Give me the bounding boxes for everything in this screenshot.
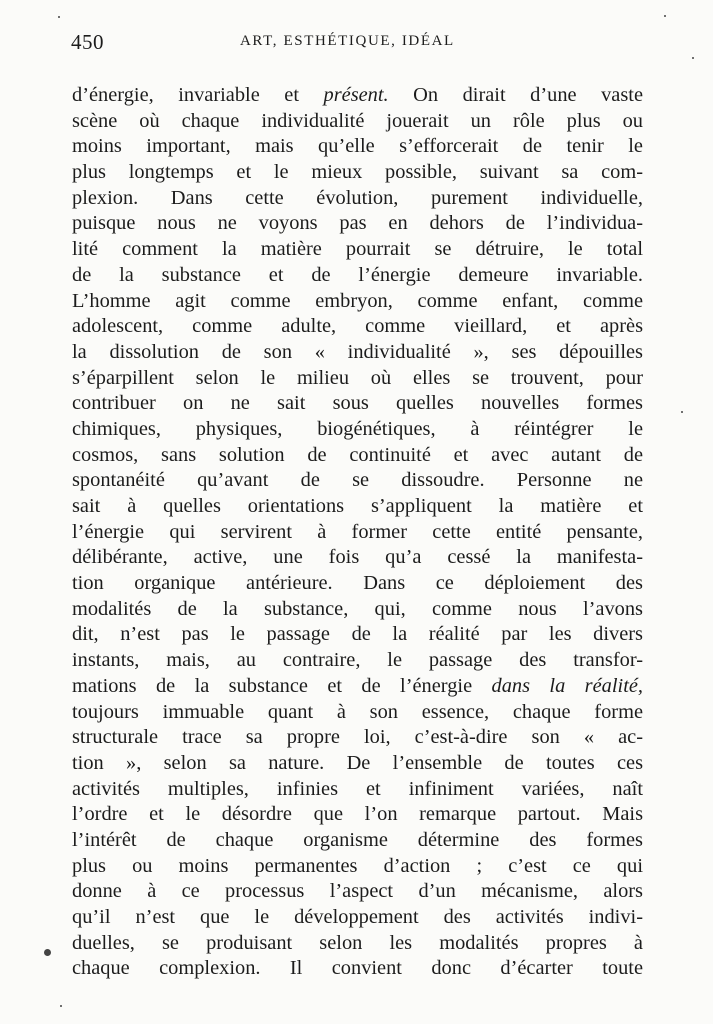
- text-segment: puisque nous ne voyons pas en dehors de l’individua-: [72, 212, 643, 235]
- text-segment: dit, n’est pas le passage de la réalité par les divers: [72, 623, 643, 646]
- text-segment: adolescent, comme adulte, comme vieillard, et après: [72, 315, 643, 338]
- text-segment: tion », selon sa nature. De l’ensemble de toutes ces: [72, 751, 643, 774]
- text-line: [72, 366, 643, 392]
- text-line: [72, 289, 643, 315]
- italic-segment: présent.: [323, 84, 389, 106]
- text-segment: d’énergie, invariable et: [72, 84, 324, 106]
- text-segment: spontanéité qu’avant de se dissoudre. Personne ne: [72, 469, 643, 492]
- text-line: [72, 905, 643, 931]
- text-line: [72, 622, 643, 648]
- text-segment: plus longtemps et le mieux possible, suivant sa com-: [72, 161, 643, 184]
- scan-speck: [60, 1005, 62, 1007]
- text-segment: sait à quelles orientations s’appliquent la matière et: [72, 495, 643, 517]
- text-segment: chimiques, physiques, biogénétiques, à réintégrer le: [72, 417, 643, 440]
- text-line: [72, 494, 643, 520]
- text-segment: l’intérêt de chaque organisme détermine des formes: [72, 828, 643, 851]
- text-line: [72, 648, 643, 674]
- text-segment: cosmos, sans solution de continuité et avec autant de: [72, 443, 643, 466]
- text-segment: modalités de la substance, qui, comme nous l’avons: [72, 597, 643, 620]
- text-line: [72, 340, 643, 366]
- text-line: [72, 443, 643, 469]
- text-line: [72, 674, 643, 700]
- text-segment: plexion. Dans cette évolution, purement individuelle,: [72, 186, 643, 209]
- text-line: [72, 237, 643, 263]
- text-line: [72, 520, 643, 546]
- scan-speck: [58, 16, 60, 18]
- text-line: [72, 879, 643, 905]
- text-line: [72, 931, 643, 957]
- text-line: [72, 545, 643, 571]
- text-segment: On dirait d’une vaste: [388, 84, 643, 106]
- scan-speck: [664, 15, 666, 17]
- text-line: [72, 468, 643, 494]
- text-segment: mations de la substance et de l’énergie: [72, 674, 492, 697]
- scan-speck: [681, 411, 683, 413]
- text-segment: délibérante, active, une fois qu’a cessé la manifesta-: [72, 546, 643, 569]
- text-segment: instants, mais, au contraire, le passage des transfor-: [72, 649, 643, 672]
- text-line: [72, 725, 643, 751]
- scan-speck: [692, 57, 694, 59]
- text-line: [72, 109, 643, 135]
- text-line: [72, 956, 643, 982]
- text-line: [72, 391, 643, 417]
- text-segment: lité comment la matière pourrait se détruire, le total: [72, 238, 643, 261]
- text-line: [72, 263, 643, 289]
- text-segment: qu’il n’est que le développement des activités indivi-: [72, 906, 643, 928]
- text-segment: structurale trace sa propre loi, c’est-à-dire son « ac-: [72, 726, 643, 749]
- text-segment: L’homme agit comme embryon, comme enfant, comme: [72, 289, 643, 312]
- text-line: [72, 571, 643, 597]
- text-line: [72, 700, 643, 726]
- text-line: [72, 134, 643, 160]
- text-segment: tion organique antérieure. Dans ce déploiement des: [72, 572, 643, 595]
- page-number: 450: [71, 30, 104, 54]
- text-line: [72, 186, 643, 212]
- body-paragraph: [72, 83, 643, 982]
- text-segment: duelles, se produisant selon les modalités propres à: [72, 931, 643, 954]
- text-segment: toujours immuable quant à son essence, chaque forme: [72, 700, 643, 723]
- text-line: [72, 417, 643, 443]
- text-segment: scène où chaque individualité jouerait un rôle plus ou: [72, 109, 643, 132]
- text-line: [72, 751, 643, 777]
- text-segment: contribuer on ne sait sous quelles nouvelles formes: [72, 392, 643, 415]
- text-segment: chaque complexion. Il convient donc d’écarter toute: [72, 957, 643, 980]
- text-segment: donne à ce processus l’aspect d’un mécanisme, alors: [72, 880, 643, 903]
- text-line: [72, 802, 643, 828]
- text-line: [72, 777, 643, 803]
- text-segment: l’énergie qui servirent à former cette entité pensante,: [72, 520, 643, 543]
- text-segment: moins important, mais qu’elle s’efforcerait de tenir le: [72, 135, 643, 158]
- text-segment: l’ordre et le désordre que l’on remarque partout. Mais: [72, 803, 643, 826]
- text-line: [72, 211, 643, 237]
- scan-speck: [44, 949, 51, 956]
- text-line: [72, 83, 643, 109]
- text-segment: plus ou moins permanentes d’action ; c’est ce qui: [72, 854, 643, 877]
- text-line: [72, 854, 643, 880]
- text-line: [72, 597, 643, 623]
- text-segment: activités multiples, infinies et infiniment variées, naît: [72, 777, 643, 800]
- running-head: ART, ESTHÉTIQUE, IDÉAL: [240, 33, 455, 49]
- text-segment: de la substance et de l’énergie demeure invariable.: [72, 263, 643, 286]
- text-line: [72, 828, 643, 854]
- text-line: [72, 160, 643, 186]
- text-segment: s’éparpillent selon le milieu où elles se trouvent, pour: [72, 366, 643, 389]
- italic-segment: dans la réalité,: [491, 674, 644, 697]
- text-segment: la dissolution de son « individualité », ses dépouilles: [72, 340, 643, 363]
- text-line: [72, 314, 643, 340]
